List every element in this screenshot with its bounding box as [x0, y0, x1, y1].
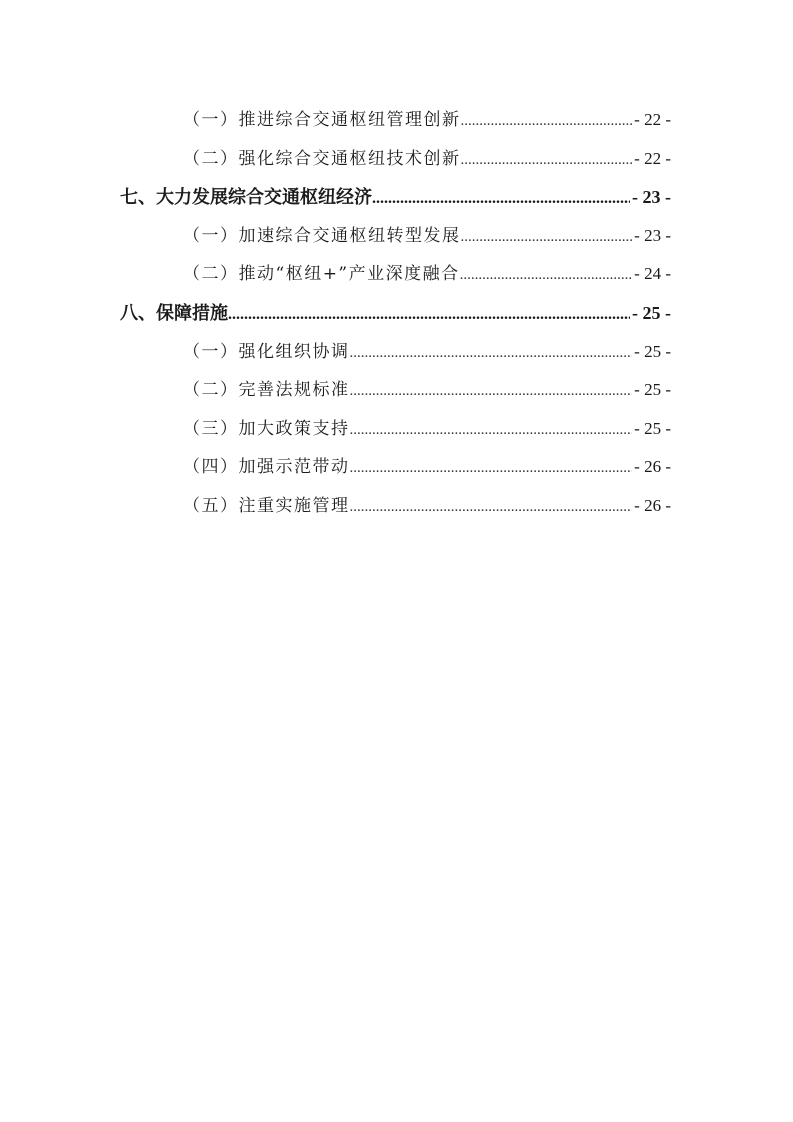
- toc-dot-leader: [461, 102, 633, 141]
- toc-entry[interactable]: [0, 448, 793, 487]
- toc-dot-leader: [350, 488, 633, 527]
- toc-page-number: - 25 -: [632, 302, 671, 323]
- toc-dot-leader: [350, 411, 633, 450]
- toc-dot-leader: [228, 296, 630, 335]
- toc-entry-title: （二）完善法规标准: [183, 380, 350, 401]
- toc-page-number: - 26 -: [634, 495, 671, 515]
- toc-chapter-title: 七、大力发展综合交通枢纽经济: [120, 187, 372, 209]
- toc-page-number: - 25 -: [634, 341, 671, 361]
- toc-entry-title: （二）推动“枢纽+”产业深度融合: [183, 264, 460, 285]
- toc-dot-leader: [350, 372, 633, 411]
- toc-page-number: - 25 -: [634, 418, 671, 438]
- toc-dot-leader: [350, 334, 633, 373]
- toc-entry[interactable]: [0, 333, 793, 372]
- toc-chapter-title: 八、保障措施: [120, 302, 228, 324]
- toc-page-number: - 22 -: [634, 148, 671, 168]
- toc-page-number: - 25 -: [634, 380, 671, 400]
- toc-entry[interactable]: [0, 255, 793, 294]
- toc-dot-leader: [461, 218, 633, 257]
- toc-entry-title: （一）加速综合交通枢纽转型发展: [183, 225, 461, 246]
- toc-entry[interactable]: [0, 410, 793, 449]
- toc-entry-title: （一）强化组织协调: [183, 341, 350, 362]
- table-of-contents: [0, 101, 793, 526]
- toc-entry[interactable]: [0, 371, 793, 410]
- toc-entry-title: （四）加强示范带动: [183, 457, 350, 478]
- toc-entry-title: （三）加大政策支持: [183, 418, 350, 439]
- toc-entry-title: （五）注重实施管理: [183, 495, 350, 516]
- toc-page-number: - 26 -: [634, 457, 671, 477]
- toc-entry[interactable]: [0, 487, 793, 526]
- toc-entry-title: （二）强化综合交通枢纽技术创新: [183, 148, 461, 169]
- toc-page-number: - 24 -: [634, 264, 671, 284]
- toc-dot-leader: [460, 256, 633, 295]
- toc-page-number: - 22 -: [634, 110, 671, 129]
- toc-entry-title: （一）推进综合交通枢纽管理创新: [183, 110, 461, 130]
- toc-chapter-entry[interactable]: [0, 178, 793, 217]
- toc-page-number: - 23 -: [634, 225, 671, 245]
- toc-page-number: - 23 -: [632, 187, 671, 208]
- toc-chapter-entry[interactable]: [0, 294, 793, 333]
- toc-dot-leader: [372, 180, 630, 219]
- toc-entry[interactable]: [0, 101, 793, 140]
- toc-entry[interactable]: [0, 140, 793, 179]
- toc-entry[interactable]: [0, 217, 793, 256]
- toc-dot-leader: [461, 141, 633, 180]
- toc-dot-leader: [350, 449, 633, 488]
